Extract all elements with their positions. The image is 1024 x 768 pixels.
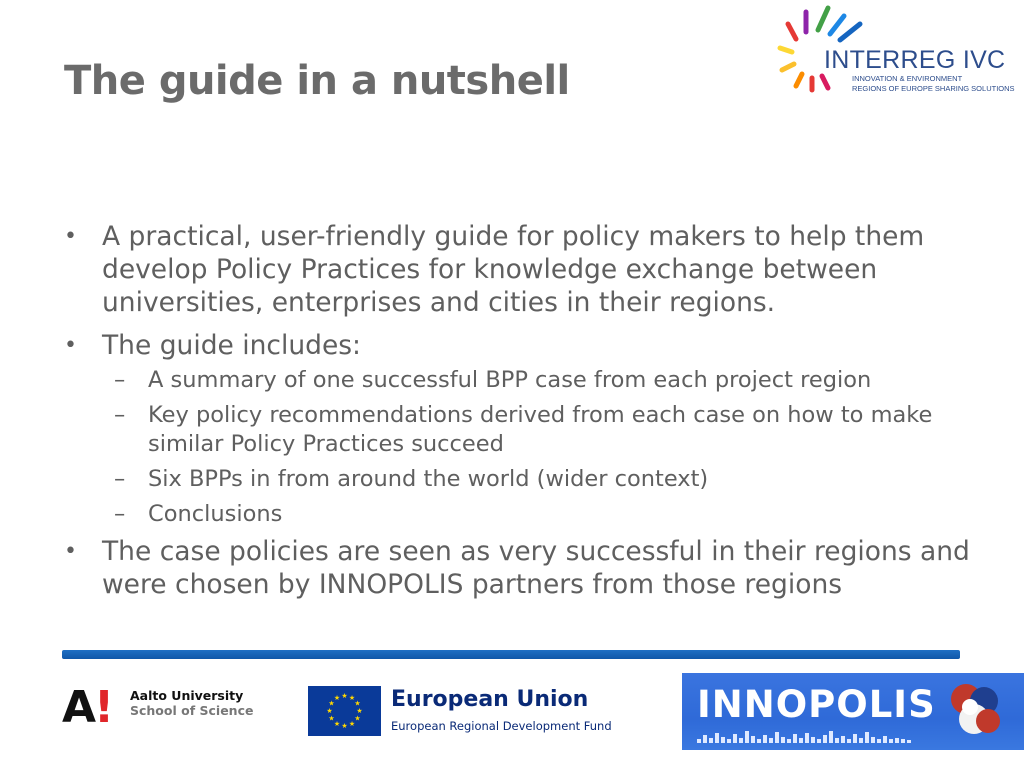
svg-text:★: ★: [348, 720, 356, 728]
aalto-school-name: School of Science: [130, 703, 254, 718]
innopolis-swirl-icon: [940, 677, 1020, 747]
bullet-item: [62, 535, 972, 601]
sub-bullet-text: A summary of one successful BPP case from each project region: [148, 367, 872, 393]
aalto-mark-exclamation: !: [94, 682, 115, 733]
interreg-tagline-1: INNOVATION & ENVIRONMENT: [852, 74, 963, 83]
sub-bullet-marker: –: [114, 367, 126, 393]
sub-bullet-marker: –: [114, 466, 126, 492]
bullet-marker: •: [64, 333, 77, 358]
bullet-marker: •: [64, 539, 77, 564]
innopolis-name: INNOPOLIS: [697, 683, 936, 726]
sub-bullet-marker: –: [114, 501, 126, 527]
svg-text:★: ★: [328, 699, 335, 708]
svg-text:★: ★: [341, 692, 348, 700]
sub-bullet-item: [62, 401, 972, 459]
aalto-university-name: Aalto University: [130, 688, 244, 703]
interreg-tagline-2: REGIONS OF EUROPE SHARING SOLUTIONS: [852, 84, 1015, 93]
svg-text:★: ★: [356, 707, 363, 715]
aalto-logo: [62, 682, 262, 733]
sub-bullet-text: Conclusions: [148, 501, 283, 527]
bullet-item: [62, 220, 972, 319]
interreg-name: INTERREG IVC: [824, 46, 1006, 74]
bullet-text: A practical, user-friendly guide for policy makers to help them develop Policy Practices for knowledge exchange between universities, enterprises and cities in their regions.: [102, 221, 925, 318]
sub-bullet-text: Six BPPs in from around the world (wider context): [148, 466, 709, 492]
svg-text:★: ★: [333, 720, 341, 728]
sub-bullet-item: [62, 465, 972, 494]
svg-text:★: ★: [354, 714, 361, 723]
sub-bullet-item: [62, 500, 972, 529]
eu-fund-name: European Regional Development Fund: [391, 719, 612, 733]
eu-logo: [308, 686, 638, 738]
svg-text:★: ★: [328, 714, 335, 723]
bullet-text: The guide includes:: [102, 330, 361, 361]
bullet-list: [62, 220, 972, 611]
sub-bullet-item: [62, 366, 972, 395]
bullet-marker: •: [64, 224, 77, 249]
svg-text:★: ★: [354, 699, 361, 708]
bullet-text: The case policies are seen as very successful in their regions and were chosen by INNOPOLIS partners from those regions: [102, 536, 970, 600]
sub-bullet-marker: –: [114, 402, 126, 428]
innopolis-logo: [682, 673, 1024, 750]
eu-flag-icon: [308, 686, 381, 736]
sub-bullet-list: [62, 366, 972, 529]
svg-text:★: ★: [326, 707, 333, 715]
svg-text:★: ★: [341, 722, 348, 730]
bullet-item: [62, 329, 972, 362]
aalto-mark: A: [62, 682, 97, 733]
slide-title: The guide in a nutshell: [64, 58, 570, 104]
svg-text:★: ★: [348, 694, 356, 702]
sub-bullet-text: Key policy recommendations derived from each case on how to make similar Policy Practices succeed: [148, 402, 933, 457]
innopolis-equalizer-icon: [697, 729, 947, 745]
interreg-logo: [776, 4, 1020, 100]
eu-name: European Union: [391, 687, 589, 712]
svg-text:★: ★: [333, 694, 341, 702]
footer-divider: [62, 650, 960, 659]
